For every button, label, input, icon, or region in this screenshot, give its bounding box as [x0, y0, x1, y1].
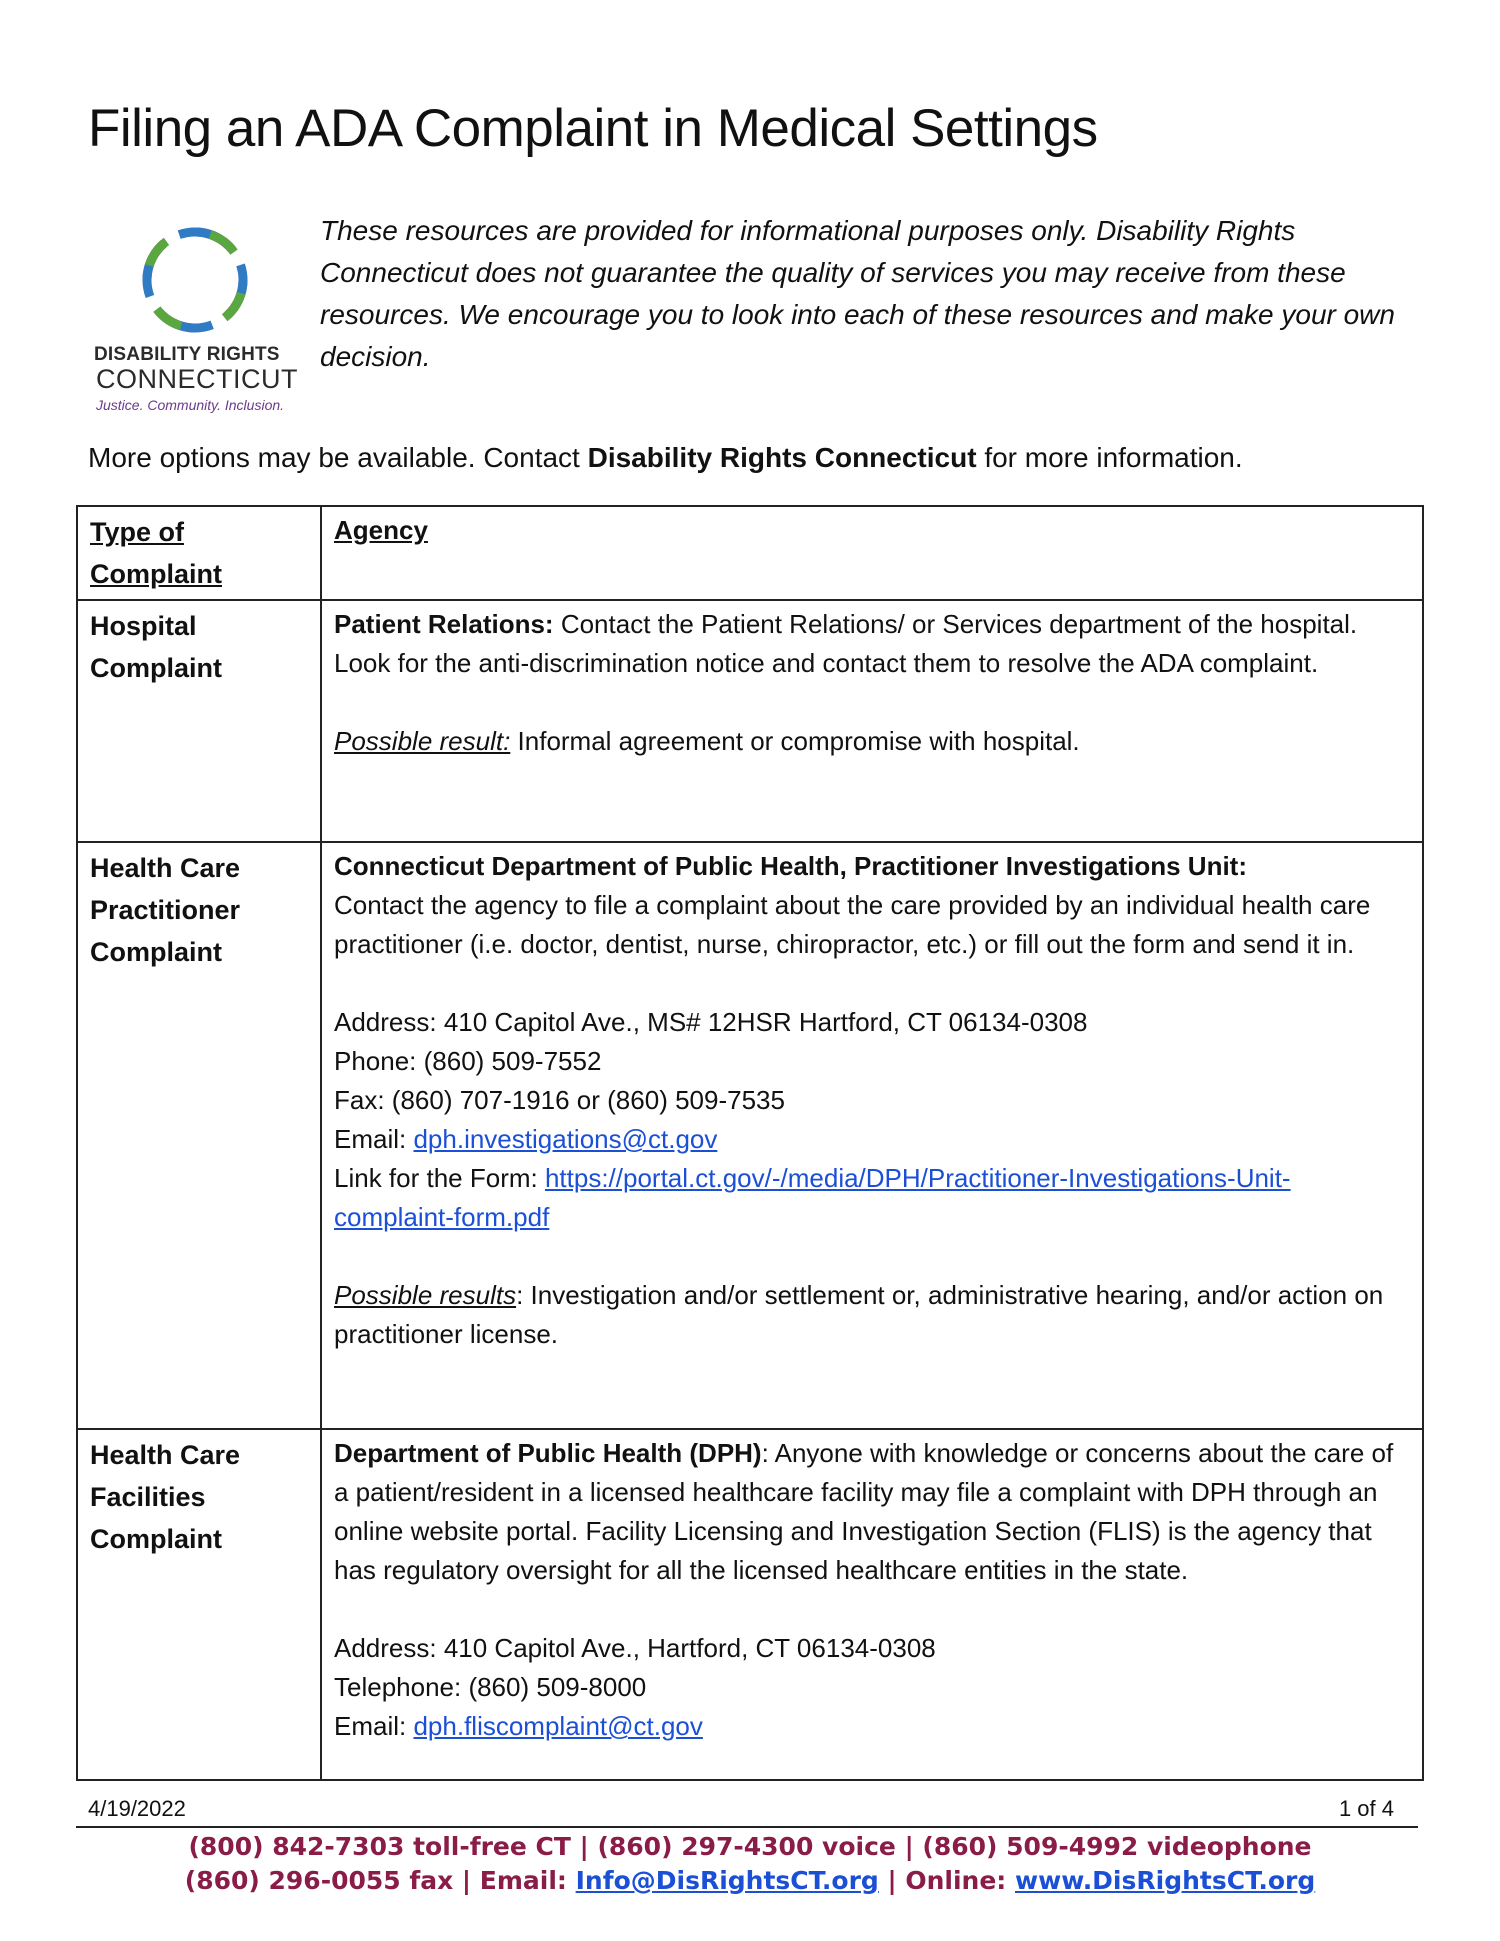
form-link-line: [334, 1159, 1410, 1237]
result-label: Possible result:: [334, 726, 511, 756]
agency-cell: [321, 600, 1423, 842]
complaint-type-cell: Health Care Practitioner Complaint: [77, 842, 321, 1429]
agency-phone: Phone: (860) 509-7552: [334, 1046, 602, 1076]
result-label: Possible results: [334, 1280, 517, 1310]
agency-desc: Contact the agency to file a complaint about the care provided by an individual health care practitioner (i.e. doctor, dentist, nurse, chiropractor, etc.) or fill out the form and send it in.: [334, 890, 1371, 959]
page-title: Filing an ADA Complaint in Medical Settings: [88, 99, 1098, 158]
complaint-type-cell: Hospital Complaint: [77, 600, 321, 842]
footer-contact-line-1: (800) 842-7303 toll-free CT | (860) 297-4300 voice | (860) 509-4992 videophone: [188, 1832, 1312, 1861]
agency-desc: Contact the Patient Relations/ or Services department of the hospital. Look for the anti-discrimination notice and contact them to resolve the ADA complaint.: [334, 609, 1358, 678]
agency-description: [334, 605, 1410, 683]
more-info-org: Disability Rights Connecticut: [587, 442, 977, 473]
agency-address: Address: 410 Capitol Ave., Hartford, CT 06134-0308: [334, 1633, 936, 1663]
form-label: Link for the Form:: [334, 1163, 545, 1193]
more-info-text: [88, 442, 1243, 474]
logo-tagline: Justice. Community. Inclusion.: [96, 397, 285, 413]
agency-cell: [321, 842, 1423, 1429]
footer-website-link[interactable]: www.DisRightsCT.org: [1015, 1866, 1316, 1895]
agency-phone: Telephone: (860) 509-8000: [334, 1672, 647, 1702]
agency-cell: [321, 1429, 1423, 1780]
table-row: [77, 1429, 1423, 1780]
form-link[interactable]: https://portal.ct.gov/-/media/DPH/Practitioner-Investigations-Unit-complaint-form.pdf: [334, 1163, 1291, 1232]
footer-contact-line-2: [76, 1866, 1424, 1895]
agency-name: Department of Public Health (DPH): [334, 1438, 762, 1468]
table-header-row: [77, 506, 1423, 600]
email-label: Email:: [334, 1124, 414, 1154]
header-type-of-complaint: Type of Complaint: [77, 506, 321, 600]
result-text: : Investigation and/or settlement or, administrative hearing, and/or action on practitioner license.: [334, 1280, 1384, 1349]
result-text: Informal agreement or compromise with hospital.: [510, 726, 1080, 756]
agency-address: Address: 410 Capitol Ave., MS# 12HSR Hartford, CT 06134-0308: [334, 1007, 1088, 1037]
footer-online-label: | Online:: [878, 1866, 1015, 1895]
complaint-agency-table: [76, 505, 1424, 1781]
agency-name: Patient Relations:: [334, 609, 554, 639]
table-row: [77, 600, 1423, 842]
logo-line-1: DISABILITY RIGHTS: [94, 344, 280, 365]
agency-email-line: [334, 1707, 1410, 1746]
disclaimer-text: These resources are provided for informational purposes only. Disability Rights Connecticut does not guarantee the quality of services you may receive from these resources. We encourage you to look into each of these resources and make your own decision.: [320, 215, 1395, 372]
footer-fax-label: (860) 296-0055 fax | Email:: [184, 1866, 576, 1895]
logo-line-2: CONNECTICUT: [96, 364, 298, 394]
agency-email-line: [334, 1120, 1410, 1159]
footer-email-link[interactable]: Info@DisRightsCT.org: [575, 1866, 879, 1895]
possible-result: [334, 1276, 1410, 1354]
table-row: [77, 842, 1423, 1429]
agency-name: Connecticut Department of Public Health, Practitioner Investigations Unit:: [334, 851, 1247, 881]
agency-description: [334, 1434, 1410, 1590]
email-link[interactable]: dph.fliscomplaint@ct.gov: [413, 1711, 703, 1741]
email-link[interactable]: dph.investigations@ct.gov: [413, 1124, 718, 1154]
organization-logo: [92, 215, 298, 415]
footer-date: 4/19/2022: [88, 1796, 186, 1821]
page-number: 1 of 4: [1338, 1796, 1394, 1821]
footer-divider: [76, 1826, 1418, 1828]
possible-result: [334, 722, 1410, 761]
email-label: Email:: [334, 1711, 414, 1741]
more-info-suffix: for more information.: [976, 442, 1243, 473]
more-info-prefix: More options may be available. Contact: [88, 442, 588, 473]
ring-logo-icon: [130, 215, 260, 345]
agency-fax: Fax: (860) 707-1916 or (860) 509-7535: [334, 1085, 785, 1115]
agency-desc: : Anyone with knowledge or concerns about the care of a patient/resident in a licensed healthcare facility may file a complaint with DPH through an online website portal. Facility Licensing and Investigation Section (FLIS) is the agency that has regulatory oversight for all the licensed healthcare entities in the state.: [334, 1438, 1394, 1585]
complaint-type-cell: Health Care Facilities Complaint: [77, 1429, 321, 1780]
header-agency: Agency: [321, 506, 1423, 600]
